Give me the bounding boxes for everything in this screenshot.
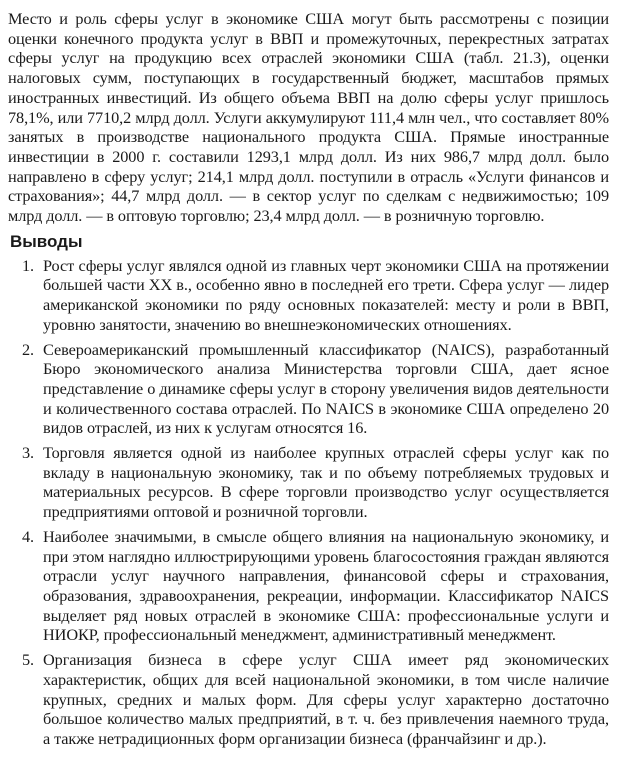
conclusion-text: Торговля является одной из наиболее крупных отраслей сферы услуг как по вкладу в национальную экономику, так и по объему потребляемых трудовых и материальных ресурсов. В сфере торговли производство услуг осуществляется предприятиями оптовой и розничной торговли.	[43, 443, 609, 522]
conclusion-number: 4.	[22, 526, 35, 546]
conclusion-item	[8, 256, 609, 335]
conclusion-item	[8, 340, 609, 439]
conclusion-text: Наиболее значимыми, в смысле общего влияния на национальную экономику, и при этом наглядно иллюстрирующими уровень благосостояния граждан являются отрасли услуг научного направления, финансовой сферы и страхования, образования, здравоохранения, рекреации, информации. Классификатор NAICS выделяет ряд новых отраслей в экономике США: профессиональные услуги и НИОКР, профессиональный менеджмент, административный менеджмент.	[43, 526, 609, 645]
conclusion-text: Североамериканский промышленный классификатор (NAICS), разработанный Бюро экономического анализа Министерства торговли США, дает ясное представление о динамике сферы услуг в сторону увеличения видов деятельности и количественного состава отраслей. По NAICS в экономике США определено 20 видов отраслей, из них к услугам относятся 16.	[43, 339, 609, 438]
conclusions-list	[8, 256, 609, 749]
conclusion-item	[8, 650, 609, 749]
document-page	[8, 9, 609, 754]
conclusion-number: 2.	[22, 339, 35, 359]
section-title: Выводы	[10, 231, 83, 251]
conclusion-text: Организация бизнеса в сфере услуг США имеет ряд экономических характеристик, общих для всей национальной экономики, в том числе наличие крупных, средних и малых форм. Для сферы услуг характерно достаточно большое количество малых предприятий, в т. ч. без привлечения наемного труда, а также нетрадиционных форм организации бизнеса (франчайзинг и др.).	[43, 650, 609, 748]
conclusion-number: 1.	[22, 255, 35, 275]
conclusion-number: 3.	[22, 443, 35, 463]
conclusion-number: 5.	[22, 650, 35, 670]
conclusion-text: Рост сферы услуг являлся одной из главных черт экономики США на протяжении большей части XX в., особенно явно в последней его трети. Сфера услуг — лидер американской экономики по ряду основных показателей: месту и роли в ВВП, уровню занятости, значению во внешнеэкономических отношениях.	[43, 255, 609, 334]
intro-paragraph: Место и роль сферы услуг в экономике США могут быть рассмотрены с позиции оценки конечного продукта услуг в ВВП и промежуточных, перекрестных затратах сферы услуг на продукцию всех отраслей экономики США (табл. 21.3), оценки налоговых сумм, поступающих в государственный бюджет, масштабов прямых иностранных инвестиций. Из общего объема ВВП на долю сферы услуг пришлось 78,1%, или 7710,2 млрд долл. Услуги аккумулируют 111,4 млн чел., что составляет 80% занятых в производстве национального продукта США. Прямые иностранные инвестиции в 2000 г. составили 1293,1 млрд долл. Из них 986,7 млрд долл. было направлено в сферу услуг; 214,1 млрд долл. поступили в отрасль «Услуги финансов и страхования»; 44,7 млрд долл. — в сектор услуг по сделкам с недвижимостью; 109 млрд долл. — в оптовую торговлю; 23,4 млрд долл. — в розничную торговлю.	[8, 9, 609, 226]
conclusion-item	[8, 527, 609, 645]
conclusion-item	[8, 443, 609, 522]
